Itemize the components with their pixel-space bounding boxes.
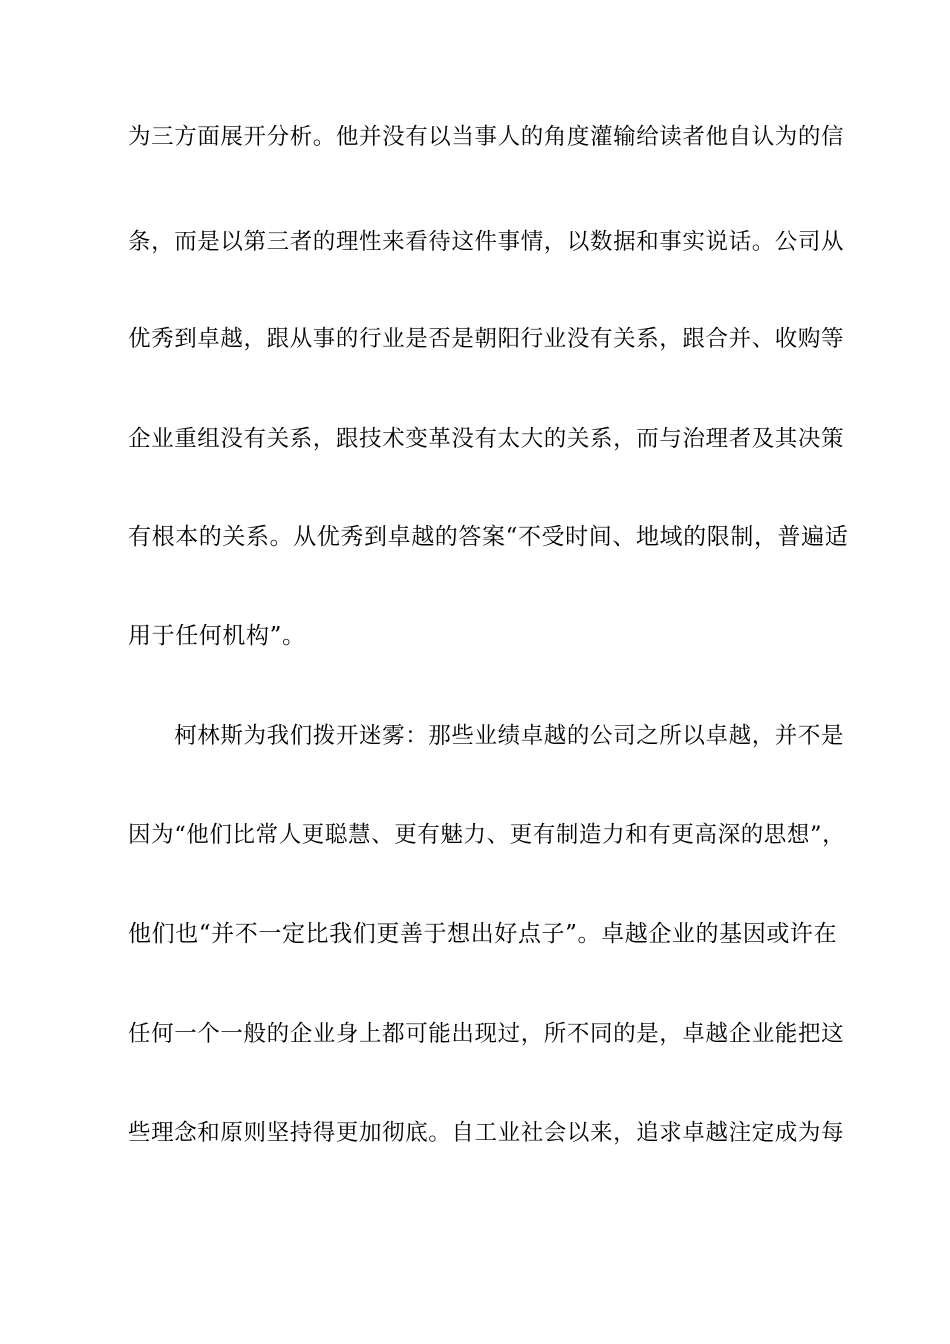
text-line: 优秀到卓越，跟从事的行业是否是朝阳行业没有关系，跟合并、收购等	[128, 326, 845, 352]
text-line: 企业重组没有关系，跟技术变革没有太大的关系，而与治理者及其决策	[128, 426, 845, 452]
text-line: 些理念和原则坚持得更加彻底。自工业社会以来，追求卓越注定成为每	[128, 1120, 845, 1146]
text-line: 任何一个一般的企业身上都可能出现过，所不同的是，卓越企业能把这	[128, 1021, 845, 1047]
text-line: 有根本的关系。从优秀到卓越的答案“不受时间、地域的限制，普遍适	[128, 524, 849, 550]
text-line: 他们也“并不一定比我们更善于想出好点子”。卓越企业的基因或许在	[128, 921, 838, 947]
text-line: 用于任何机构”。	[128, 623, 306, 649]
text-line: 柯林斯为我们拨开迷雾：那些业绩卓越的公司之所以卓越，并不是	[128, 723, 845, 749]
text-line: 因为“他们比常人更聪慧、更有魅力、更有制造力和有更高深的思想”，	[128, 822, 846, 848]
text-line: 条，而是以第三者的理性来看待这件事情，以数据和事实说话。公司从	[128, 229, 845, 255]
text-line: 为三方面展开分析。他并没有以当事人的角度灌输给读者他自认为的信	[128, 124, 845, 150]
